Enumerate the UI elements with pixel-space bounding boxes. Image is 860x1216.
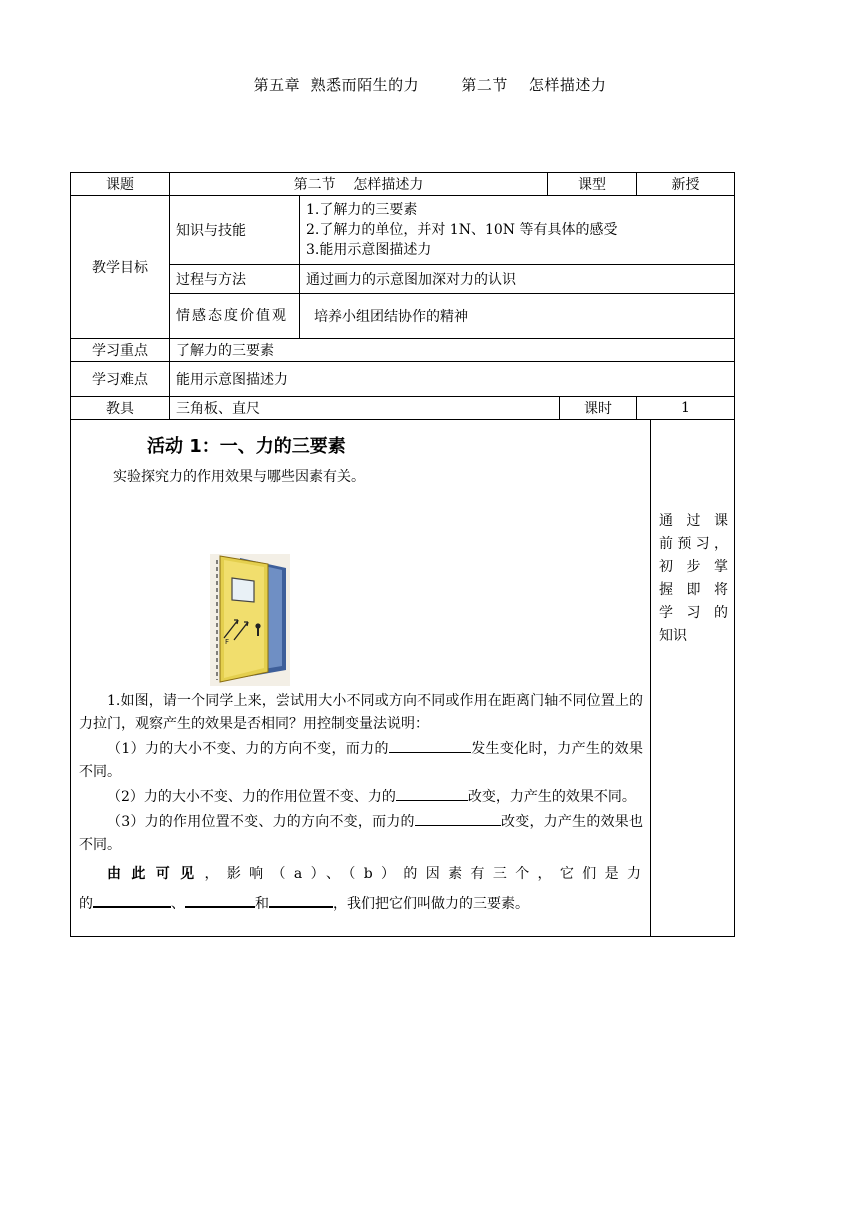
answer-blank[interactable] [396, 784, 468, 801]
three-elements-line [79, 890, 643, 916]
answer-blank[interactable] [93, 890, 171, 908]
side-note-line: 通 过 课 [659, 513, 728, 529]
item-1-text: （1）力的大小不变、力的方向不变，而力的 [107, 741, 389, 757]
goal-line: 培养小组团结协作的精神 [300, 294, 735, 339]
goal-content [300, 196, 735, 265]
section-title: 第二节 怎样描述力 [461, 76, 607, 94]
answer-blank[interactable] [269, 890, 333, 908]
chapter-title: 第五章 熟悉而陌生的力 [253, 76, 420, 94]
item-2-text: （2）力的大小不变、力的作用位置不变、力的 [107, 789, 396, 805]
answer-blank[interactable] [415, 809, 501, 826]
tools-label: 教具 [71, 397, 170, 420]
side-note-line: 初 步 掌 [659, 559, 728, 575]
item-2-text-end: 改变，力产生的效果不同。 [467, 789, 636, 805]
goals-label: 教学目标 [71, 196, 170, 339]
tools-value: 三角板、直尺 [170, 397, 560, 420]
side-note-line: 前预习， [659, 536, 728, 552]
goal-label: 情感态度价值观 [170, 294, 300, 339]
conclusion [79, 863, 643, 886]
goal-label: 过程与方法 [170, 265, 300, 294]
difficulty-row [71, 362, 735, 397]
topic-value: 第二节 怎样描述力 [170, 173, 548, 196]
activity-title: 活动 1：一、力的三要素 [147, 436, 346, 457]
item-1-text-end: 发生变化时，力产生的效果不同。 [79, 741, 644, 780]
key-row [71, 339, 735, 362]
conclusion-lead: 由此可见 [107, 866, 205, 882]
goal-line: 1.了解力的三要素 [306, 202, 418, 218]
hours-value: 1 [637, 397, 735, 420]
activity-intro: 实验探究力的作用效果与哪些因素有关。 [113, 469, 365, 485]
lesson-plan-table [70, 172, 735, 937]
side-note-line: 学 习 的 [659, 605, 728, 621]
type-value: 新授 [637, 173, 735, 196]
goal-line: 通过画力的示意图加深对力的认识 [300, 265, 735, 294]
answer-blank[interactable] [389, 736, 471, 753]
activity-row [71, 420, 735, 937]
final-separator: 、 [171, 896, 185, 912]
side-note-line: 握 即 将 [659, 582, 728, 598]
goal-row [71, 265, 735, 294]
side-note-line: 知识 [659, 628, 687, 644]
side-note [651, 420, 735, 937]
goal-label: 知识与技能 [170, 196, 300, 265]
goal-row [71, 196, 735, 265]
final-text: 的 [79, 896, 93, 912]
final-text-end: ，我们把它们叫做力的三要素。 [333, 896, 529, 912]
page-title [0, 74, 860, 95]
type-label: 课型 [548, 173, 637, 196]
door-illustration [210, 554, 290, 686]
difficulty-label: 学习难点 [71, 362, 170, 397]
topic-row [71, 173, 735, 196]
topic-label: 课题 [71, 173, 170, 196]
svg-text:F: F [225, 638, 230, 646]
difficulty-value: 能用示意图描述力 [170, 362, 735, 397]
activity-body [79, 690, 643, 916]
activity-content [71, 420, 651, 937]
final-separator: 和 [255, 896, 269, 912]
conclusion-text: ，影响（a）、（b）的因素有三个，它们是力 [204, 866, 644, 882]
item-3-text-end: 改变，力产生的效果也不同。 [79, 814, 644, 853]
key-value: 了解力的三要素 [170, 339, 735, 362]
key-label: 学习重点 [71, 339, 170, 362]
goal-line: 3.能用示意图描述力 [306, 242, 432, 258]
item-3-text: （3）力的作用位置不变、力的方向不变，而力的 [107, 814, 415, 830]
answer-blank[interactable] [185, 890, 255, 908]
item-2 [79, 784, 643, 809]
goal-row [71, 294, 735, 339]
goal-line: 2.了解力的单位，并对 1N、10N 等有具体的感受 [306, 222, 618, 238]
item-1 [79, 736, 643, 784]
tools-row [71, 397, 735, 420]
question-1: 1.如图，请一个同学上来，尝试用大小不同或方向不同或作用在距离门轴不同位置上的力拉门，观察产生的效果是否相同？用控制变量法说明： [79, 693, 643, 732]
hours-label: 课时 [560, 397, 637, 420]
item-3 [79, 809, 643, 857]
